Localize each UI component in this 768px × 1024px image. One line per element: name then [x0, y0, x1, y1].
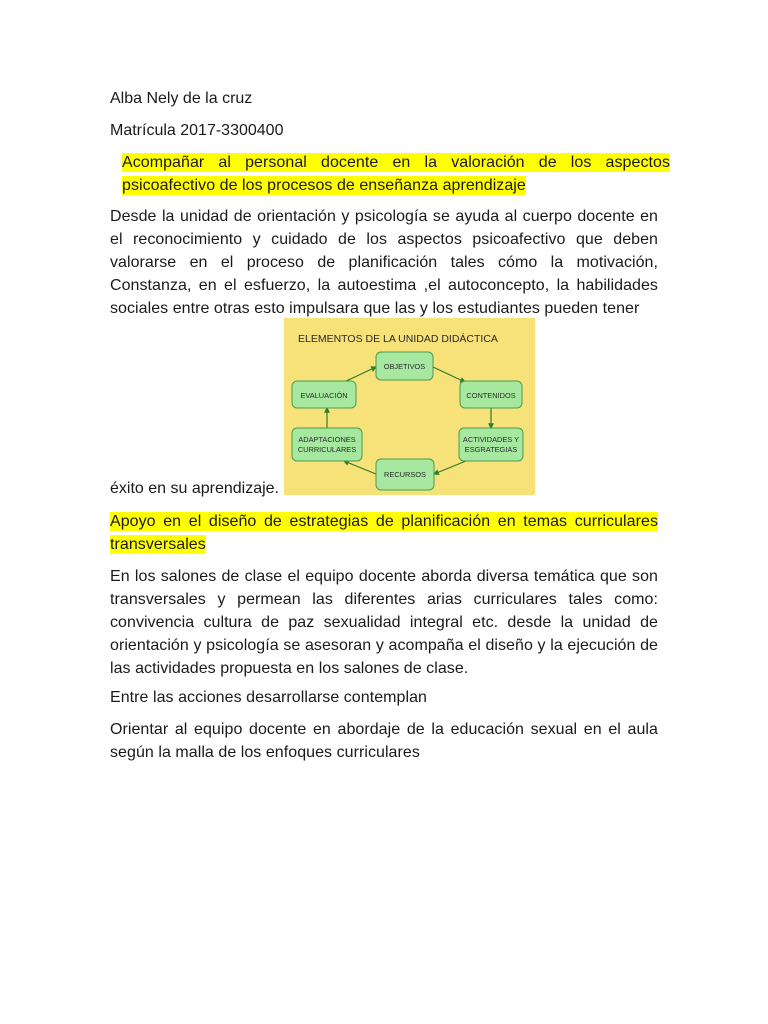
node-evaluacion [292, 381, 356, 408]
svg-text:CURRICULARES: CURRICULARES [297, 445, 357, 454]
svg-text:CONTENIDOS: CONTENIDOS [466, 391, 516, 400]
node-recursos [376, 459, 434, 490]
arrow-recursos-adaptaciones [344, 461, 376, 474]
section2-heading-text: Apoyo en el diseño de estrategias de planificación en temas curriculares transversales [110, 513, 658, 553]
svg-text:ADAPTACIONES: ADAPTACIONES [298, 435, 356, 444]
node-adaptaciones [292, 428, 362, 461]
matricula-value: 2017-3300400 [180, 122, 284, 139]
section1-heading-text: Acompañar al personal docente en la valoración de los aspectos psicoafectivo de los procesos de enseñanza aprendizaje [122, 154, 670, 194]
section1-body: Desde la unidad de orientación y psicología se ayuda al cuerpo docente en el reconocimiento y cuidado de los aspectos psicoafectivo que deben valorarse en el proceso de planificación tales cómo la motivación, Constanza, en el esfuerzo, la autoestima ,el autoconcepto, la habilidades sociales entre otras esto impulsara que las y los estudiantes pueden tener [110, 208, 658, 317]
diagram-svg [284, 318, 535, 495]
section1-tail: éxito en su aprendizaje. [110, 480, 279, 497]
svg-text:RECURSOS: RECURSOS [384, 470, 426, 479]
section2-body: En los salones de clase el equipo docente aborda diversa temática que son transversales y permean las diferentes arias curriculares tales como: convivencia cultura de paz sexualidad integral etc. desde la unidad de orientación y psicología se asesoran y acompaña el diseño y la ejecución de las actividades propuesta en los salones de clase. [110, 568, 658, 677]
node-contenidos [460, 381, 522, 408]
node-actividades [459, 428, 523, 461]
section1-heading [110, 151, 670, 197]
diagram-title: ELEMENTOS DE LA UNIDAD DIDÁCTICA [298, 333, 498, 345]
node-objetivos [376, 352, 433, 380]
svg-text:ACTIVIDADES Y: ACTIVIDADES Y [462, 435, 520, 444]
arrow-actividades-recursos [434, 461, 466, 474]
matricula-label: Matrícula [110, 122, 176, 139]
arrow-objetivos-contenidos [433, 367, 465, 382]
matricula-line [110, 119, 283, 142]
svg-text:OBJETIVOS: OBJETIVOS [383, 362, 426, 371]
section2-heading [110, 510, 658, 556]
section2-actions-intro: Entre las acciones desarrollarse contemplan [110, 689, 427, 706]
svg-text:EVALUACIÓN: EVALUACIÓN [300, 391, 348, 400]
svg-text:ESGRATEGIAS: ESGRATEGIAS [464, 445, 518, 454]
didactic-unit-diagram [284, 318, 535, 495]
arrow-evaluacion-objetivos [344, 367, 376, 382]
diagram-row [110, 318, 658, 496]
author-name: Alba Nely de la cruz [110, 90, 253, 107]
section2-action-1: Orientar al equipo docente en abordaje de la educación sexual en el aula según la malla de los enfoques curriculares [110, 721, 658, 761]
